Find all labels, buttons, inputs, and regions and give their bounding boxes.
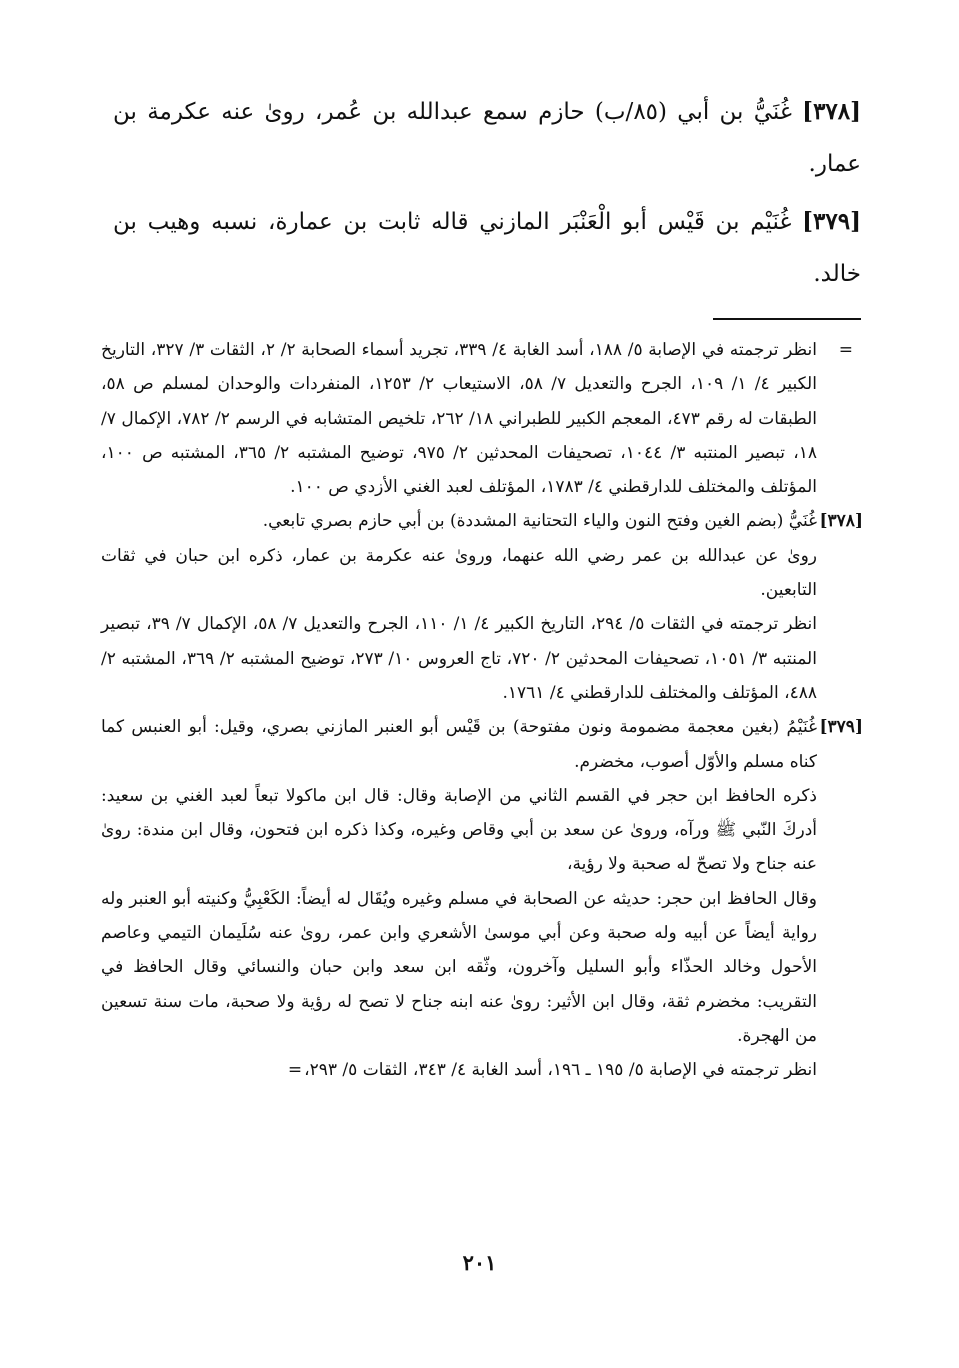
entry-text: غُنَيْم بن قَيْس أبو الْعَنْبَر المازني قاله ثابت بن عمارة، نسبه وهيب بن خالد. — [113, 209, 861, 287]
footnote-paragraph: انظر ترجمته في الثقات ٥/ ٢٩٤، التاريخ الكبير ٤/ ١/ ١١٠، الجرح والتعديل ٧/ ٥٨، الإكمال ٧/ ٣٩، تبصير المنتبه ٣/ ١٠٥١، تصحيفات المحدثين ٢/ ٧٢٠، تاج العروس ١٠/ ٢٧٣، توضيح المشتبه ٢/ ٣٦٩، المشتبه ٢/ ٤٨٨، المؤتلف والمختلف للدارقطني ٤/ ١٧٦١. — [101, 614, 818, 703]
footnote-text: انظر ترجمته في الإصابة ٥/ ١٩٥ ـ ١٩٦، أسد الغابة ٤/ ٣٤٣، الثقات ٥/ ٢٩٣، — [304, 1060, 817, 1081]
footnote-379 — [101, 710, 861, 1087]
entry-379 — [113, 196, 861, 300]
continuation-mark: = — [838, 340, 853, 360]
footnote-paragraph — [101, 1053, 817, 1087]
footnote-paragraph: غُنَيُّ (بضم الغين وفتح النون والياء التحتانية المشددة) بن أبي حازم بصري تابعي. — [262, 511, 817, 532]
entry-text: غُنَيُّ بن أبي (٨٥/ب) حازم سمع عبدالله بن عُمر، روىٰ عنه عكرمة بن عمار. — [113, 99, 861, 177]
footnotes — [101, 333, 861, 1088]
footnote-paragraph: روىٰ عن عبدالله بن عمر رضي الله عنهما، وروىٰ عنه عكرمة بن عمار، ذكره ابن حبان في ثقات التابعين. — [101, 545, 817, 601]
entry-number: [٣٧٩] — [802, 208, 861, 235]
footnote-378 — [101, 504, 861, 710]
entry-378 — [113, 86, 861, 190]
footnote-number: [٣٧٨] — [819, 511, 863, 532]
continuation-mark: = — [287, 1060, 303, 1081]
page-number: ٢٠١ — [462, 1250, 497, 1275]
footnote-paragraph: ذكره الحافظ ابن حجر في القسم الثاني من الإصابة وقال: قال ابن ماكولا تبعاً لعبد الغني بن سعيد: أدركَ النّبي ﷺ ورآه، وروىٰ عن سعد بن أبي وقاص وغيره، وكذا ذكره ابن فتحون، وقال ابن مندة: روىٰ عنه جناح ولا تصحّ له صحبة ولا رؤية، — [101, 785, 817, 875]
footnote-number: [٣٧٩] — [819, 717, 863, 738]
footnote-paragraph: انظر ترجمته في الإصابة ٥/ ١٨٨، أسد الغابة ٤/ ٣٣٩، تجريد أسماء الصحابة ٢/ ٢، الثقات ٣/ ٣٢٧، التاريخ الكبير ٤/ ١/ ١٠٩، الجرح والتعديل ٧/ ٥٨، الاستيعاب ٢/ ١٢٥٣، المنفردات والوحدان لمسلم ص ٥٨، الطبقات له رقم ٤٧٣، المعجم الكبير للطبراني ١٨/ ٢٦٢، تلخيص المتشابه في الرسم ٢/ ٧٨٢، الإكمال ٧/ ١٨، تبصير المنتبه ٣/ ١٠٤٤، تصحيفات المحدثين ٢/ ٩٧٥، توضيح المشتبه ٢/ ٣٦٥، المشتبه ص ١٠٠، المؤتلف والمختلف للدارقطني ٤/ ١٧٨٣، المؤتلف لعبد الغني الأزدي ص ١٠٠. — [101, 340, 817, 498]
footnote-paragraph: وقال الحافظ ابن حجر: حديثه عن الصحابة في مسلم وغيره ويُقَال له أيضاً: الكَعْبِيُّ وكنيته أبو العنبر وله رواية أيضاً عن أبيه وله صحبة وعن أبي موسىٰ الأشعري وابن عمر، روىٰ عنه سُلَيمان التيمي وعاصم الأحول وخالد الحذّاء وأبو السليل وآخرون، وثّقه ابن سعد وابن حبان والنسائي وقال الحافظ في التقريب: مخضرم ثقة، وقال ابن الأثير: روىٰ عنه ابنه جناح لا تصح له رؤية ولا صحبة، مات سنة تسعين من الهجرة. — [101, 888, 818, 1046]
footnote-paragraph: غُنَيْمُ (بغين معجمة مضمومة ونون مفتوحة) بن قَيْس أبو العنبر المازني بصري، وقيل: أبو العنبس كما كناه مسلم والأوّل أصوب، مخضرم. — [101, 717, 817, 772]
main-text — [113, 86, 861, 306]
footnote-separator — [713, 318, 861, 320]
entry-number: [٣٧٨] — [802, 98, 862, 125]
footnote-continuation — [101, 333, 861, 504]
